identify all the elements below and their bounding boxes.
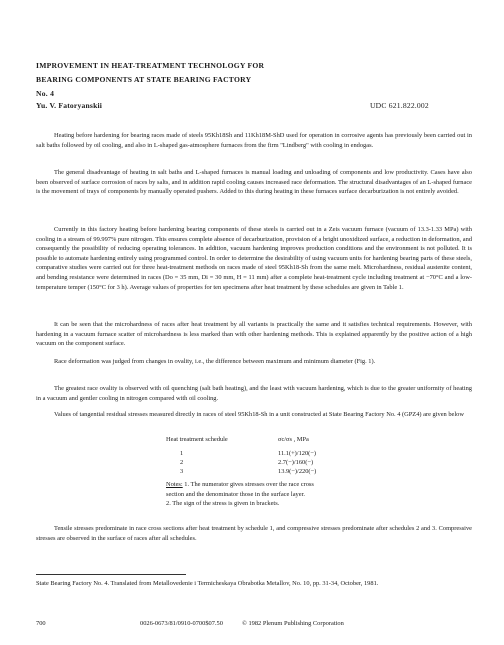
table-cell-schedule: 2 xyxy=(180,459,184,466)
table-cell-stress: 13.9(−)/220(−) xyxy=(278,468,317,475)
paragraph-8: Tensile stresses predominate in race cross sections after heat treatment by schedule 1, and compressive stresses predominate after schedules 2 and 3. Compressive stresses are observed in the surface of races after all schedules. xyxy=(36,525,472,542)
article-title xyxy=(36,59,456,101)
notes-label: Notes: xyxy=(166,481,183,488)
paragraph-7: Values of tangential residual stresses measured directly in races of steel 95Kh18-Sh in a unit constructed at State Bearing Factory No. 4 (GPZ4) are given below xyxy=(54,411,464,418)
paragraph-6: The greatest race ovality is observed with oil quenching (salt bath heating), and the least with vacuum hardening, which is due to the greater uniformity of heating in a vacuum and gentler cooling in nitrogen compared with oil cooling. xyxy=(36,385,472,402)
author-name: Yu. V. Fatoryanskii xyxy=(36,101,103,110)
paragraph-2: The general disadvantage of heating in salt baths and L-shaped furnaces is manual loading and unloading of components and low productivity. Cases have also been observed of surface corrosion of races by salts, and in addition rapid cooling causes increased race deformation. The structural disadvantages of an L-shaped furnace is the movement of trays of components by manually operated pushers. Added to this during heating in these furnaces surface decarburization is not entirely avoided. xyxy=(36,169,472,196)
title-line-1: IMPROVEMENT IN HEAT-TREATMENT TECHNOLOGY FOR xyxy=(36,61,265,70)
table-cell-stress: 11.1(+)/120(−) xyxy=(278,450,317,457)
page-number: 700 xyxy=(36,620,46,627)
title-line-2: BEARING COMPONENTS AT STATE BEARING FACTORY xyxy=(36,75,252,84)
table-notes xyxy=(166,480,316,509)
table-cell-stress: 2.7(−)/160(−) xyxy=(278,459,314,466)
paragraph-5: Race deformation was judged from changes in ovality, i.e., the difference between maximum and minimum diameter (Fig. 1). xyxy=(54,358,376,365)
table-cell-schedule: 1 xyxy=(180,450,184,457)
note-1: 1. The numerator gives stresses over the race cross section and the denominator those in the surface layer. xyxy=(166,481,314,498)
footnote-divider xyxy=(36,574,186,575)
paragraph-3: Currently in this factory heating before hardening bearing components of these steels is carried out in a Zeis vacuum furnace (vacuum of 13.3-1.33 MPa) with cooling in a stream of 99.997% pure nitrogen. This ensures complete absence of decarburization, provision of a bright unoxidized surface, a reduction in deformation, and consequently the possibility of reducing operating tolerances. In addition, vacuum hardening improves production conditions and the environment is not polluted. It is possible to automate hardening entirely using programmed control. In order to determine the desirability of using vacuum units for hardening bearing parts of these steels, comparative studies were carried out for three heat-treatment methods on races made of steel 95Kh18-Sh from the same melt. Microhardness, residual austenite content, and bending resistance were determined in races (Do = 35 mm, Di = 30 mm, H = 11 mm) after a complete heat-treatment cycle including treatment at −70°C and a low-temperature temper (150°C for 3 h). Average values of properties for ten specimens after heat treatment by these schedules are given in Table 1. xyxy=(36,226,472,291)
paragraph-4: It can be seen that the microhardness of races after heat treatment by all variants is practically the same and it satisfies technical requirements. However, with hardening in a vacuum furnace scatter of microhardness is less marked than with other hardening methods. This is explained apparently by the positive action of a high vacuum on the component surface. xyxy=(36,321,472,348)
footnote: State Bearing Factory No. 4. Translated from Metallovedenie i Termicheskaya Obrabotka Metallov, No. 10, pp. 31-34, October, 1981. xyxy=(36,580,379,587)
udc-code: UDC 621.822.002 xyxy=(370,101,429,110)
column-header-schedule: Heat treatment schedule xyxy=(166,436,228,443)
title-line-3: No. 4 xyxy=(36,89,55,98)
note-2: 2. The sign of the stress is given in brackets. xyxy=(166,500,280,508)
article-code: 0026-0673/81/0910-0700$07.50 xyxy=(140,620,223,627)
copyright-notice: © 1982 Plenum Publishing Corporation xyxy=(242,620,344,627)
paragraph-1: Heating before hardening for bearing races made of steels 95Kh18Sh and 11Kh18M-ShD used for operation in corrosive agents has previously been carried out in salt baths followed by oil cooling, and also in L-shaped gas-atmosphere furnaces from the firm "Lindberg" with cooling in endogas. xyxy=(36,132,472,149)
column-header-stress: σc/σs , MPa xyxy=(278,436,309,443)
table-cell-schedule: 3 xyxy=(180,468,184,475)
